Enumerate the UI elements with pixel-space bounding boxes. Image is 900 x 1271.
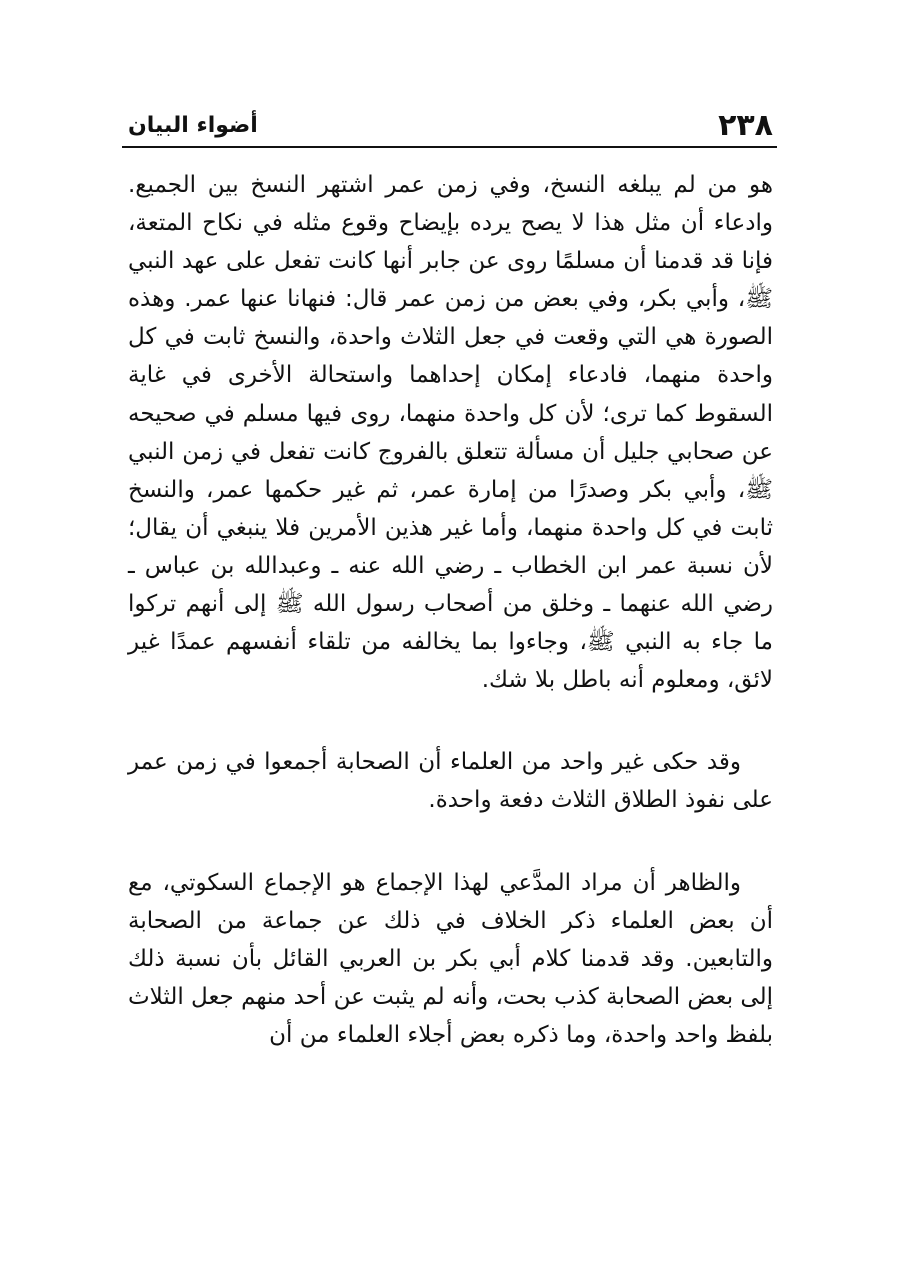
page-header: [122, 100, 777, 148]
paragraph-1: هو من لم يبلغه النسخ، وفي زمن عمر اشتهر النسخ بين الجميع. وادعاء أن مثل هذا لا يصح يرده بإيضاح وقوع مثله في نكاح المتعة، فإنا قد قدمنا أن مسلمًا روى عن جابر أنها كانت تفعل على عهد النبي ﷺ، وأبي بكر، وفي بعض من زمن عمر قال: فنهانا عنها عمر. وهذه الصورة هي التي وقعت في جعل الثلاث واحدة، والنسخ ثابت في كل واحدة منهما، فادعاء إمكان إحداهما واستحالة الأخرى في غاية السقوط كما ترى؛ لأن كل واحدة منهما، روى فيها مسلم في صحيحه عن صحابي جليل أن مسألة تتعلق بالفروج كانت تفعل في زمن النبي ﷺ، وأبي بكر وصدرًا من إمارة عمر، ثم غير حكمها عمر، والنسخ ثابت في كل واحدة منهما، وأما غير هذين الأمرين فلا ينبغي أن يقال؛ لأن نسبة عمر ابن الخطاب ـ رضي الله عنه ـ وعبدالله بن عباس ـ رضي الله عنهما ـ وخلق من أصحاب رسول الله ﷺ إلى أنهم تركوا ما جاء به النبي ﷺ، وجاءوا بما يخالفه من تلقاء أنفسهم عمدًا غير لائق، ومعلوم أنه باطل بلا شك.: [128, 172, 773, 694]
running-title: أضواء البيان: [128, 113, 258, 138]
body-text: [128, 166, 773, 1054]
page-number: ٢٣٨: [718, 108, 773, 143]
paragraph-3: والظاهر أن مراد المدَّعي لهذا الإجماع هو الإجماع السكوتي، مع أن بعض العلماء ذكر الخلاف في ذلك عن جماعة من الصحابة والتابعين. وقد قدمنا كلام أبي بكر بن العربي القائل بأن نسبة ذلك إلى بعض الصحابة كذب بحت، وأنه لم يثبت عن أحد منهم جعل الثلاث بلفظ واحد واحدة، وما ذكره بعض أجلاء العلماء من أن: [128, 869, 773, 1048]
paragraph-2: وقد حكى غير واحد من العلماء أن الصحابة أجمعوا في زمن عمر على نفوذ الطلاق الثلاث دفعة واحدة.: [128, 749, 773, 814]
